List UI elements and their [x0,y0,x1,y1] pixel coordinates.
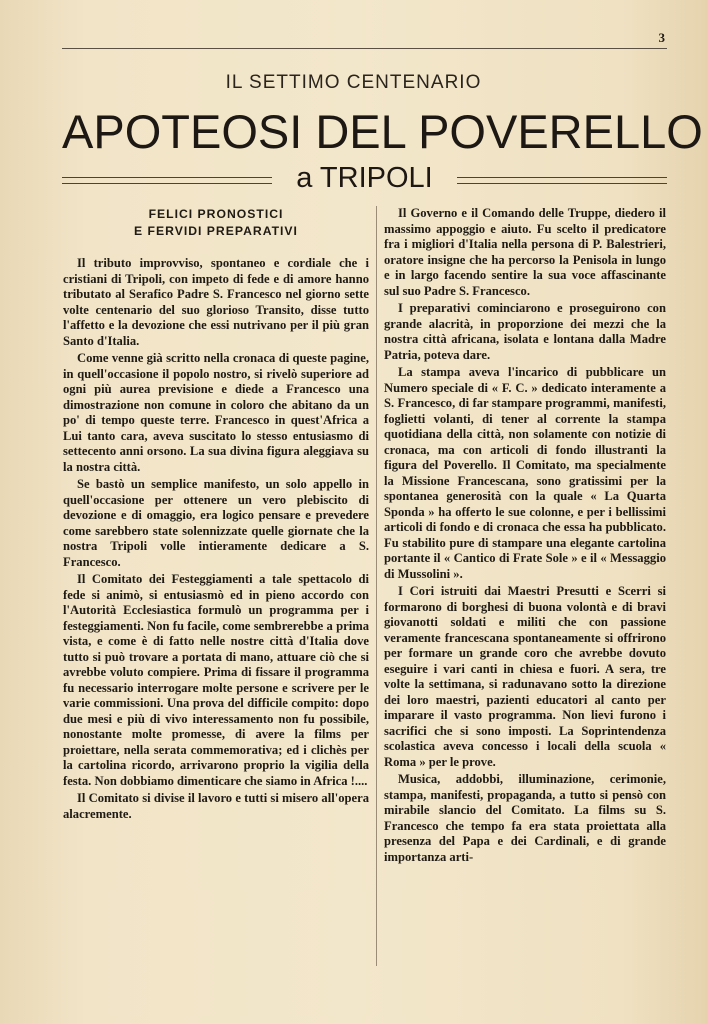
article-title: APOTEOSI DEL POVERELLO [62,105,703,158]
subtitle-row [62,162,667,200]
section-heading [63,206,369,240]
section-heading-line-2: E FERVIDI PREPARATIVI [134,224,298,238]
paragraph: Se bastò un semplice manifesto, un solo appello in quell'occasione per ottenere un vero plebiscito di devozione e di omaggio, era logico pensare e prevedere come sarebbero state solennizzate quelle giornate che la nostra Tripoli volle intieramente dedicare a S. Francesco. [63,477,369,569]
paragraph: Il tributo improvviso, spontaneo e cordiale che i cristiani di Tripoli, con impeto di fede e di amore hanno tributato al Serafico Padre S. Francesco nel giorno sette volte centenario del suo glorioso Transito, disse tutto l'affetto e la devozione che essi nutrivano per il più gran Santo d'Italia. [63,256,369,348]
article-kicker: IL SETTIMO CENTENARIO [225,72,482,93]
subtitle-rule-right [457,177,667,184]
column-divider [376,206,377,966]
left-column [63,206,369,824]
paragraph: I Cori istruiti dai Maestri Presutti e Scerri si formarono di borghesi di buona volontà e di bravi giovanotti soldati e militi che con passione veramente francescana spontaneamente si offrirono per formare un grande coro che avrebbe dovuto eseguire i vari canti in chiesa e fuori. A sera, tre volte la settimana, si radunavano sotto la direzione dei loro maestri, pazienti educatori al canto per imparare il vasto programma. Non lievi furono i sacrifici che si sono imposti. La Soprintendenza scolastica aveva concesso i locali della scuola « Roma » per le prove. [384,584,666,769]
header-rule [62,48,667,49]
paragraph: Il Comitato dei Festeggiamenti a tale spettacolo di fede si animò, si entusiasmò ed in pieno accordo con l'Autorità Ecclesiastica formulò un programma per i festeggiamenti. Non fu facile, come sembrerebbe a prima vista, e come è di fatto nelle nostre città d'Italia dove tutto si può trovare a portata di mano, attuare ciò che si avrebbe voluto compiere. Prima di fissare il programma fu necessario interrogare molte persone e scrivere per le varie commissioni. Una prova del difficile compito: dopo due mesi e più di vivo interessamento non fu possibile, nonostante molte promesse, di avere la films per proiettare, nella serata commemorativa; ed i clichès per la cartolina ricordo, arrivarono proprio la vigilia della festa. Non dobbiamo dimenticare che siamo in Africa !.... [63,572,369,788]
paragraph: Come venne già scritto nella cronaca di queste pagine, in quell'occasione il popolo nostro, si rivelò superiore ad ogni più aurea previsione e diede a Francesco una dimostrazione non comune in coloro che abitano da un po' di tempo queste terre. Francesco in quest'Africa a Lui tanto cara, aveva suscitato lo stesso entusiasmo di settecento anni orsono. La sua divina figura aleggiava su la nostra città. [63,351,369,474]
section-heading-line-1: FELICI PRONOSTICI [148,207,284,221]
paragraph: Il Comitato si divise il lavoro e tutti si misero all'opera alacremente. [63,791,369,821]
paragraph: Musica, addobbi, illuminazione, cerimonie, stampa, manifesti, propaganda, a tutto si pensò con mirabile slancio del Comitato. La films su S. Francesco che tempo fa era stata proiettata alla presenza del Papa e dei Cardinali, e di grande importanza arti- [384,772,666,864]
paragraph: I preparativi cominciarono e proseguirono con grande alacrità, in proporzione dei mezzi che la nostra città africana, isolata e lontana dalla Madre Patria, poteva dare. [384,301,666,362]
paragraph: Il Governo e il Comando delle Truppe, diedero il massimo appoggio e aiuto. Fu scelto il predicatore fra i migliori d'Italia nella persona di P. Balestrieri, oratore insigne che ha percorso la Penisola in lungo e in largo facendo sentire la sua voce affascinante sul suo Padre S. Francesco. [384,206,666,298]
article-subtitle: a TRIPOLI [296,162,433,194]
page-number: 3 [658,30,665,45]
paragraph: La stampa aveva l'incarico di pubblicare un Numero speciale di « F. C. » dedicato interamente a S. Francesco, di far stampare programmi, manifesti, foglietti volanti, di tener al corrente la stampa quotidiana della città, non solamente con notizie di cronaca, ma con articoli di fondo illustranti la figura del Poverello. Il Comitato, ma specialmente la Missione Francescana, sono gratissimi per la spontanea generosità con la quale « La Quarta Sponda » ha offerto le sue colonne, e per i bellissimi articoli di fondo e di cronaca che essa ha pubblicato. Fu stabilito pure di stampare una elegante cartolina portante il « Cantico di Frate Sole » e il « Messaggio di Mussolini ». [384,365,666,581]
right-column [384,206,666,867]
